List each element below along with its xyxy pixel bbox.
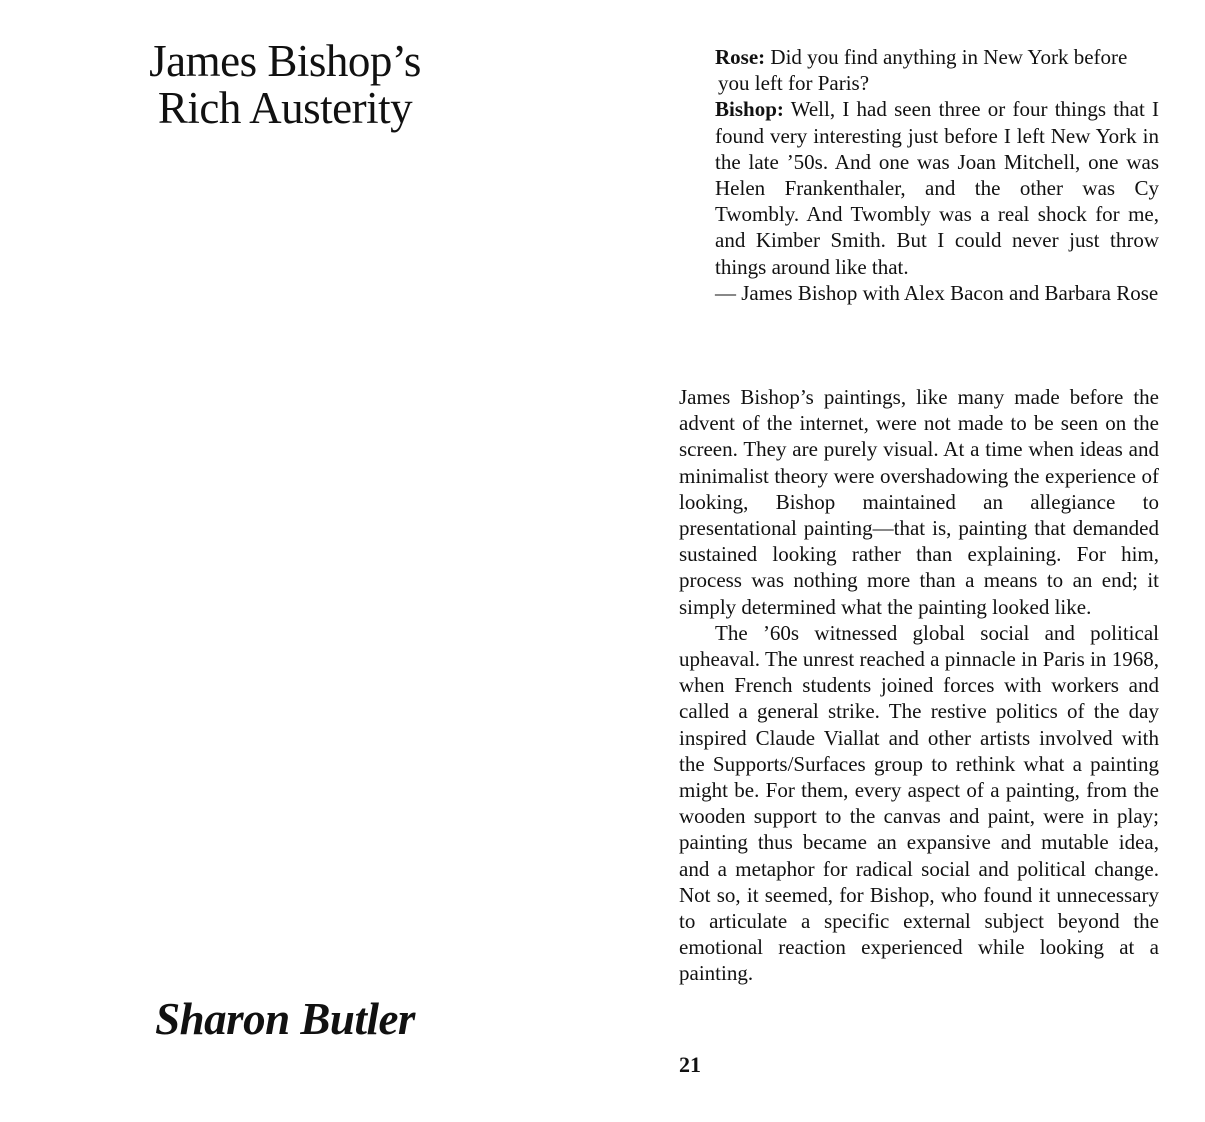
page-number: 21 <box>679 1052 701 1077</box>
article-title <box>60 38 510 132</box>
epigraph-answer <box>715 96 1159 279</box>
speaker-rose: Rose: <box>715 45 766 69</box>
body-paragraph-1: James Bishop’s paintings, like many made before the advent of the internet, were not made to be seen on the screen. They are purely visual. At a time when ideas and minimalist theory were overshadowing the experience of looking, Bishop maintained an allegiance to presentational painting—that is, painting that demanded sustained looking rather than explaining. For him, process was nothing more than a means to an end; it simply determined what the painting looked like. <box>679 385 1159 619</box>
author-name: Sharon Butler <box>155 994 415 1044</box>
title-line-1: James Bishop’s <box>149 36 421 86</box>
epigraph-attribution: — James Bishop with Alex Bacon and Barbara Rose <box>715 280 1159 305</box>
body-paragraph-2: The ’60s witnessed global social and political upheaval. The unrest reached a pinnacle in Paris in 1968, when French students joined forces with workers and called a general strike. The restive politics of the day inspired Claude Viallat and other artists involved with the Supports/Surfaces group to rethink what a painting might be. For them, every aspect of a painting, from the wooden support to the canvas and paint, were in play; painting thus became an expansive and mutable idea, and a metaphor for radical social and political change. Not so, it seemed, for Bishop, who found it unnecessary to articulate a specific external subject beyond the emotional reaction experienced while looking at a painting. <box>679 620 1159 986</box>
epigraph <box>715 44 1159 306</box>
question-text-line1: Did you find anything in New York before <box>770 45 1128 69</box>
question-text-line2: you left for Paris? <box>718 71 870 96</box>
title-line-2: Rich Austerity <box>157 83 413 133</box>
answer-text: Well, I had seen three or four things that I found very interesting just before I left New York in the late ’50s. And one was Joan Mitchell, one was Helen Frankenthaler, and the other was Cy Twombly. And Twombly was a real shock for me, and Kimber Smith. But I could never just throw things around like that. <box>715 97 1159 279</box>
speaker-bishop: Bishop: <box>715 97 784 122</box>
epigraph-question <box>715 44 1159 96</box>
body-text <box>679 384 1159 987</box>
